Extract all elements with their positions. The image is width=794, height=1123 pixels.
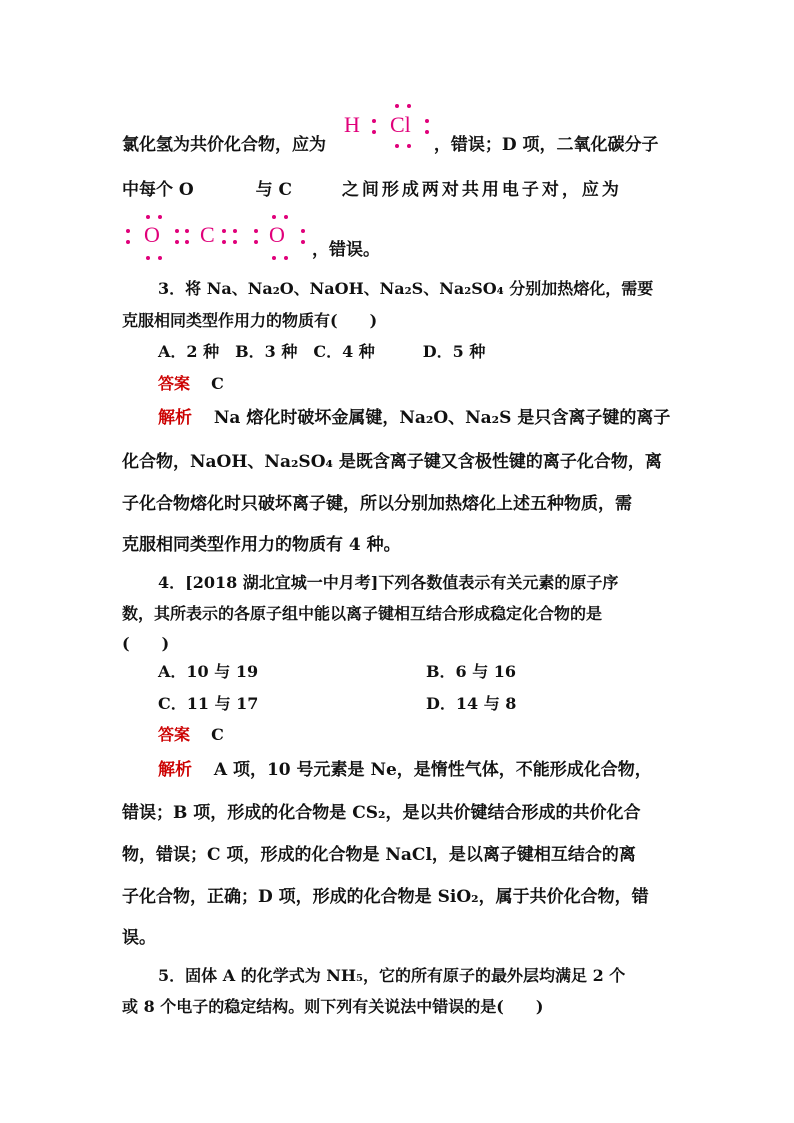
answer-value: C bbox=[211, 374, 224, 393]
answer-label: 答案 bbox=[158, 725, 191, 744]
lewis-dot bbox=[175, 229, 179, 233]
explanation-4-line-5: 误。 bbox=[122, 928, 156, 948]
lewis-dot bbox=[158, 215, 162, 219]
lewis-dot bbox=[233, 240, 237, 244]
lewis-h: H bbox=[344, 112, 360, 137]
lewis-dot bbox=[301, 240, 305, 244]
question-3: 3．将 Na、Na₂O、NaOH、Na₂S、Na₂SO₄ 分别加热熔化，需要 bbox=[158, 279, 654, 298]
lewis-dot bbox=[222, 240, 226, 244]
lewis-dot bbox=[146, 256, 150, 260]
text-line bbox=[312, 238, 412, 262]
lewis-dot bbox=[272, 256, 276, 260]
explanation-3-line-3: 子化合物熔化时只破坏离子键，所以分别加热熔化上述五种物质，需 bbox=[122, 494, 632, 514]
text-segment: ，错误；D 项，二氧化碳分子 bbox=[433, 135, 659, 155]
lewis-dot bbox=[233, 229, 237, 233]
explanation-3-line-1 bbox=[158, 406, 678, 430]
explanation-label: 解析 bbox=[158, 408, 192, 428]
lewis-dot bbox=[372, 119, 376, 123]
explanation-4-line-1 bbox=[158, 758, 678, 782]
option-a: A．10 与 19 bbox=[158, 662, 259, 681]
lewis-dot bbox=[407, 104, 411, 108]
text-line bbox=[122, 133, 682, 157]
lewis-dot bbox=[222, 229, 226, 233]
lewis-dot bbox=[158, 256, 162, 260]
lewis-dot bbox=[301, 229, 305, 233]
lewis-o: O bbox=[269, 222, 285, 247]
text-segment: 中每个 O bbox=[122, 180, 194, 200]
explanation-label: 解析 bbox=[158, 760, 192, 780]
lewis-dot bbox=[254, 229, 258, 233]
lewis-dot bbox=[284, 215, 288, 219]
question-5-cont: 或 8 个电子的稳定结构。则下列有关说法中错误的是( ) bbox=[122, 997, 544, 1016]
text-segment: A 项，10 号元素是 Ne，是惰性气体，不能形成化合物， bbox=[213, 760, 652, 780]
text-line bbox=[122, 178, 678, 202]
question-3-options: A．2 种 B．3 种 C．4 种 D．5 种 bbox=[158, 342, 486, 361]
option-b: B．6 与 16 bbox=[426, 662, 517, 681]
question-4-cont: 数，其所表示的各原子组中能以离子键相互结合形成稳定化合物的是 bbox=[122, 604, 603, 623]
option-d: D．14 与 8 bbox=[426, 694, 517, 713]
lewis-dot bbox=[284, 256, 288, 260]
question-3-cont: 克服相同类型作用力的物质有( ) bbox=[122, 311, 378, 330]
lewis-dot bbox=[425, 119, 429, 123]
text-segment: 与 C bbox=[255, 180, 293, 200]
question-4-paren: ( ) bbox=[122, 634, 170, 653]
lewis-o: O bbox=[144, 222, 160, 247]
lewis-dot bbox=[126, 229, 130, 233]
explanation-4-line-4: 子化合物，正确；D 项，形成的化合物是 SiO₂，属于共价化合物，错 bbox=[122, 887, 649, 907]
lewis-dot bbox=[175, 240, 179, 244]
lewis-cl: Cl bbox=[390, 112, 411, 137]
lewis-dot bbox=[185, 240, 189, 244]
answer-value: C bbox=[211, 725, 224, 744]
answer-label: 答案 bbox=[158, 374, 191, 393]
lewis-dot bbox=[126, 240, 130, 244]
lewis-dot bbox=[254, 240, 258, 244]
lewis-c: C bbox=[200, 222, 215, 247]
answer-3 bbox=[158, 372, 714, 396]
text-segment: 氯化氢为共价化合物，应为 bbox=[122, 135, 326, 155]
lewis-dot bbox=[395, 104, 399, 108]
lewis-dot bbox=[146, 215, 150, 219]
explanation-4-line-2: 错误；B 项，形成的化合物是 CS₂，是以共价键结合形成的共价化合 bbox=[122, 803, 641, 823]
explanation-4-line-3: 物，错误；C 项，形成的化合物是 NaCl，是以离子键相互结合的离 bbox=[122, 845, 636, 865]
answer-4 bbox=[158, 723, 714, 747]
option-c: C．11 与 17 bbox=[158, 694, 259, 713]
lewis-dot bbox=[272, 215, 276, 219]
text-segment: Na 熔化时破坏金属键，Na₂O、Na₂S 是只含离子键的离子 bbox=[213, 408, 671, 428]
question-4: 4．[2018 湖北宜城一中月考]下列各数值表示有关元素的原子序 bbox=[158, 573, 619, 592]
explanation-3-line-2: 化合物，NaOH、Na₂SO₄ 是既含离子键又含极性键的离子化合物，离 bbox=[122, 452, 662, 472]
text-segment: 之间形成两对共用电子对，应为 bbox=[341, 180, 622, 200]
question-5: 5．固体 A 的化学式为 NH₅，它的所有原子的最外层均满足 2 个 bbox=[158, 966, 626, 985]
explanation-3-line-4: 克服相同类型作用力的物质有 4 种。 bbox=[122, 535, 401, 555]
text-segment: ，错误。 bbox=[312, 240, 380, 260]
lewis-dot bbox=[185, 229, 189, 233]
